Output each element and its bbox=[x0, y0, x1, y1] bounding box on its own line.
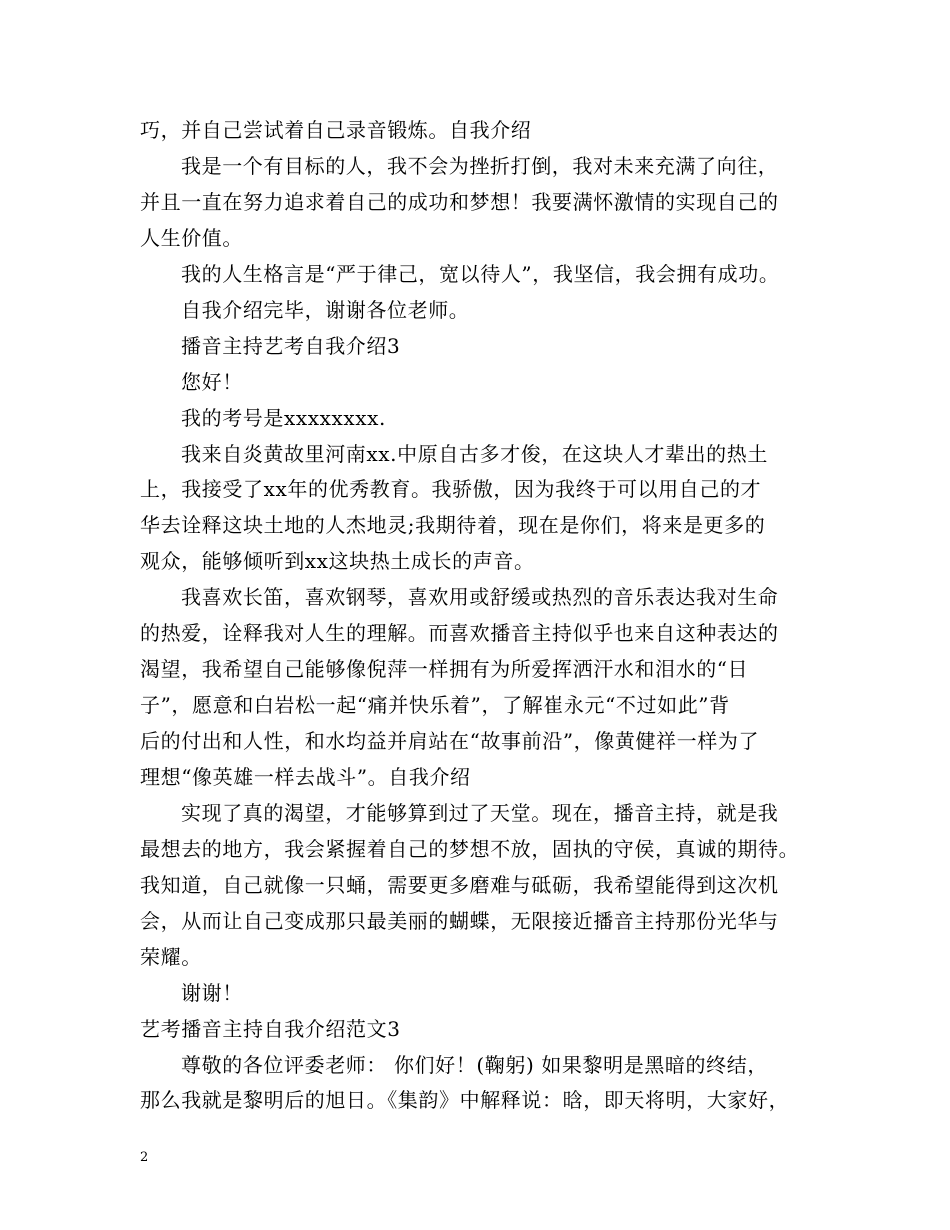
text-line: 我是一个有目标的人，我不会为挫折打倒，我对未来充满了向往， bbox=[181, 154, 779, 178]
text-line: 最想去的地方，我会紧握着自己的梦想不放，固执的守侯，真诚的期待。 bbox=[140, 837, 800, 861]
text-line: 上，我接受了xx年的优秀教育。我骄傲，因为我终于可以用自己的才 bbox=[140, 477, 762, 501]
text-line: 荣耀。 bbox=[140, 945, 202, 969]
text-line: 渴望，我希望自己能够像倪萍一样拥有为所爱挥洒汗水和泪水的“日 bbox=[140, 657, 749, 681]
text-line: 巧，并自己尝试着自己录音锻炼。自我介绍 bbox=[140, 118, 532, 142]
text-line: 谢谢！ bbox=[181, 981, 243, 1005]
text-line: 的热爱，诠释我对人生的理解。而喜欢播音主持似乎也来自这种表达的 bbox=[140, 621, 779, 645]
text-line: 自我介绍完毕，谢谢各位老师。 bbox=[181, 298, 470, 322]
text-line: 实现了真的渴望，才能够算到过了天堂。现在，播音主持，就是我 bbox=[181, 801, 779, 825]
text-line: 那么我就是黎明后的旭日。《集韵》中解释说：晗，即天将明，大家好， bbox=[140, 1088, 790, 1112]
text-line: 我喜欢长笛，喜欢钢琴，喜欢用或舒缓或热烈的音乐表达我对生命 bbox=[181, 585, 779, 609]
text-line: 我的人生格言是“严于律己，宽以待人”，我坚信，我会拥有成功。 bbox=[181, 262, 780, 286]
section-heading: 艺考播音主持自我介绍范文3 bbox=[140, 1017, 401, 1041]
text-line: 理想“像英雄一样去战斗”。自我介绍 bbox=[140, 765, 471, 789]
text-line: 人生价值。 bbox=[140, 226, 243, 250]
section-heading: 播音主持艺考自我介绍3 bbox=[181, 334, 401, 358]
text-line: 尊敬的各位评委老师： 你们好！(鞠躬) 如果黎明是黑暗的终结， bbox=[181, 1053, 768, 1077]
text-line: 观众，能够倾听到xx这块热土成长的声音。 bbox=[140, 549, 535, 573]
text-line: 我的考号是xxxxxxxx. bbox=[181, 406, 386, 430]
text-line: 我来自炎黄故里河南xx.中原自古多才俊，在这块人才辈出的热土 bbox=[181, 442, 768, 466]
text-line: 您好！ bbox=[181, 370, 243, 394]
text-line: 并且一直在努力追求着自己的成功和梦想！我要满怀激情的实现自己的 bbox=[140, 190, 779, 214]
text-line: 会，从而让自己变成那只最美丽的蝴蝶，无限接近播音主持那份光华与 bbox=[140, 909, 779, 933]
text-line: 我知道，自己就像一只蛹，需要更多磨难与砥砺，我希望能得到这次机 bbox=[140, 873, 779, 897]
text-line: 后的付出和人性，和水均益并肩站在“故事前沿”，像黄健祥一样为了 bbox=[140, 729, 760, 753]
page-number: 2 bbox=[140, 1150, 149, 1165]
text-line: 华去诠释这块土地的人杰地灵;我期待着，现在是你们，将来是更多的 bbox=[140, 513, 766, 537]
text-line: 子”，愿意和白岩松一起“痛并快乐着”，了解崔永元“不过如此”背 bbox=[140, 693, 730, 717]
